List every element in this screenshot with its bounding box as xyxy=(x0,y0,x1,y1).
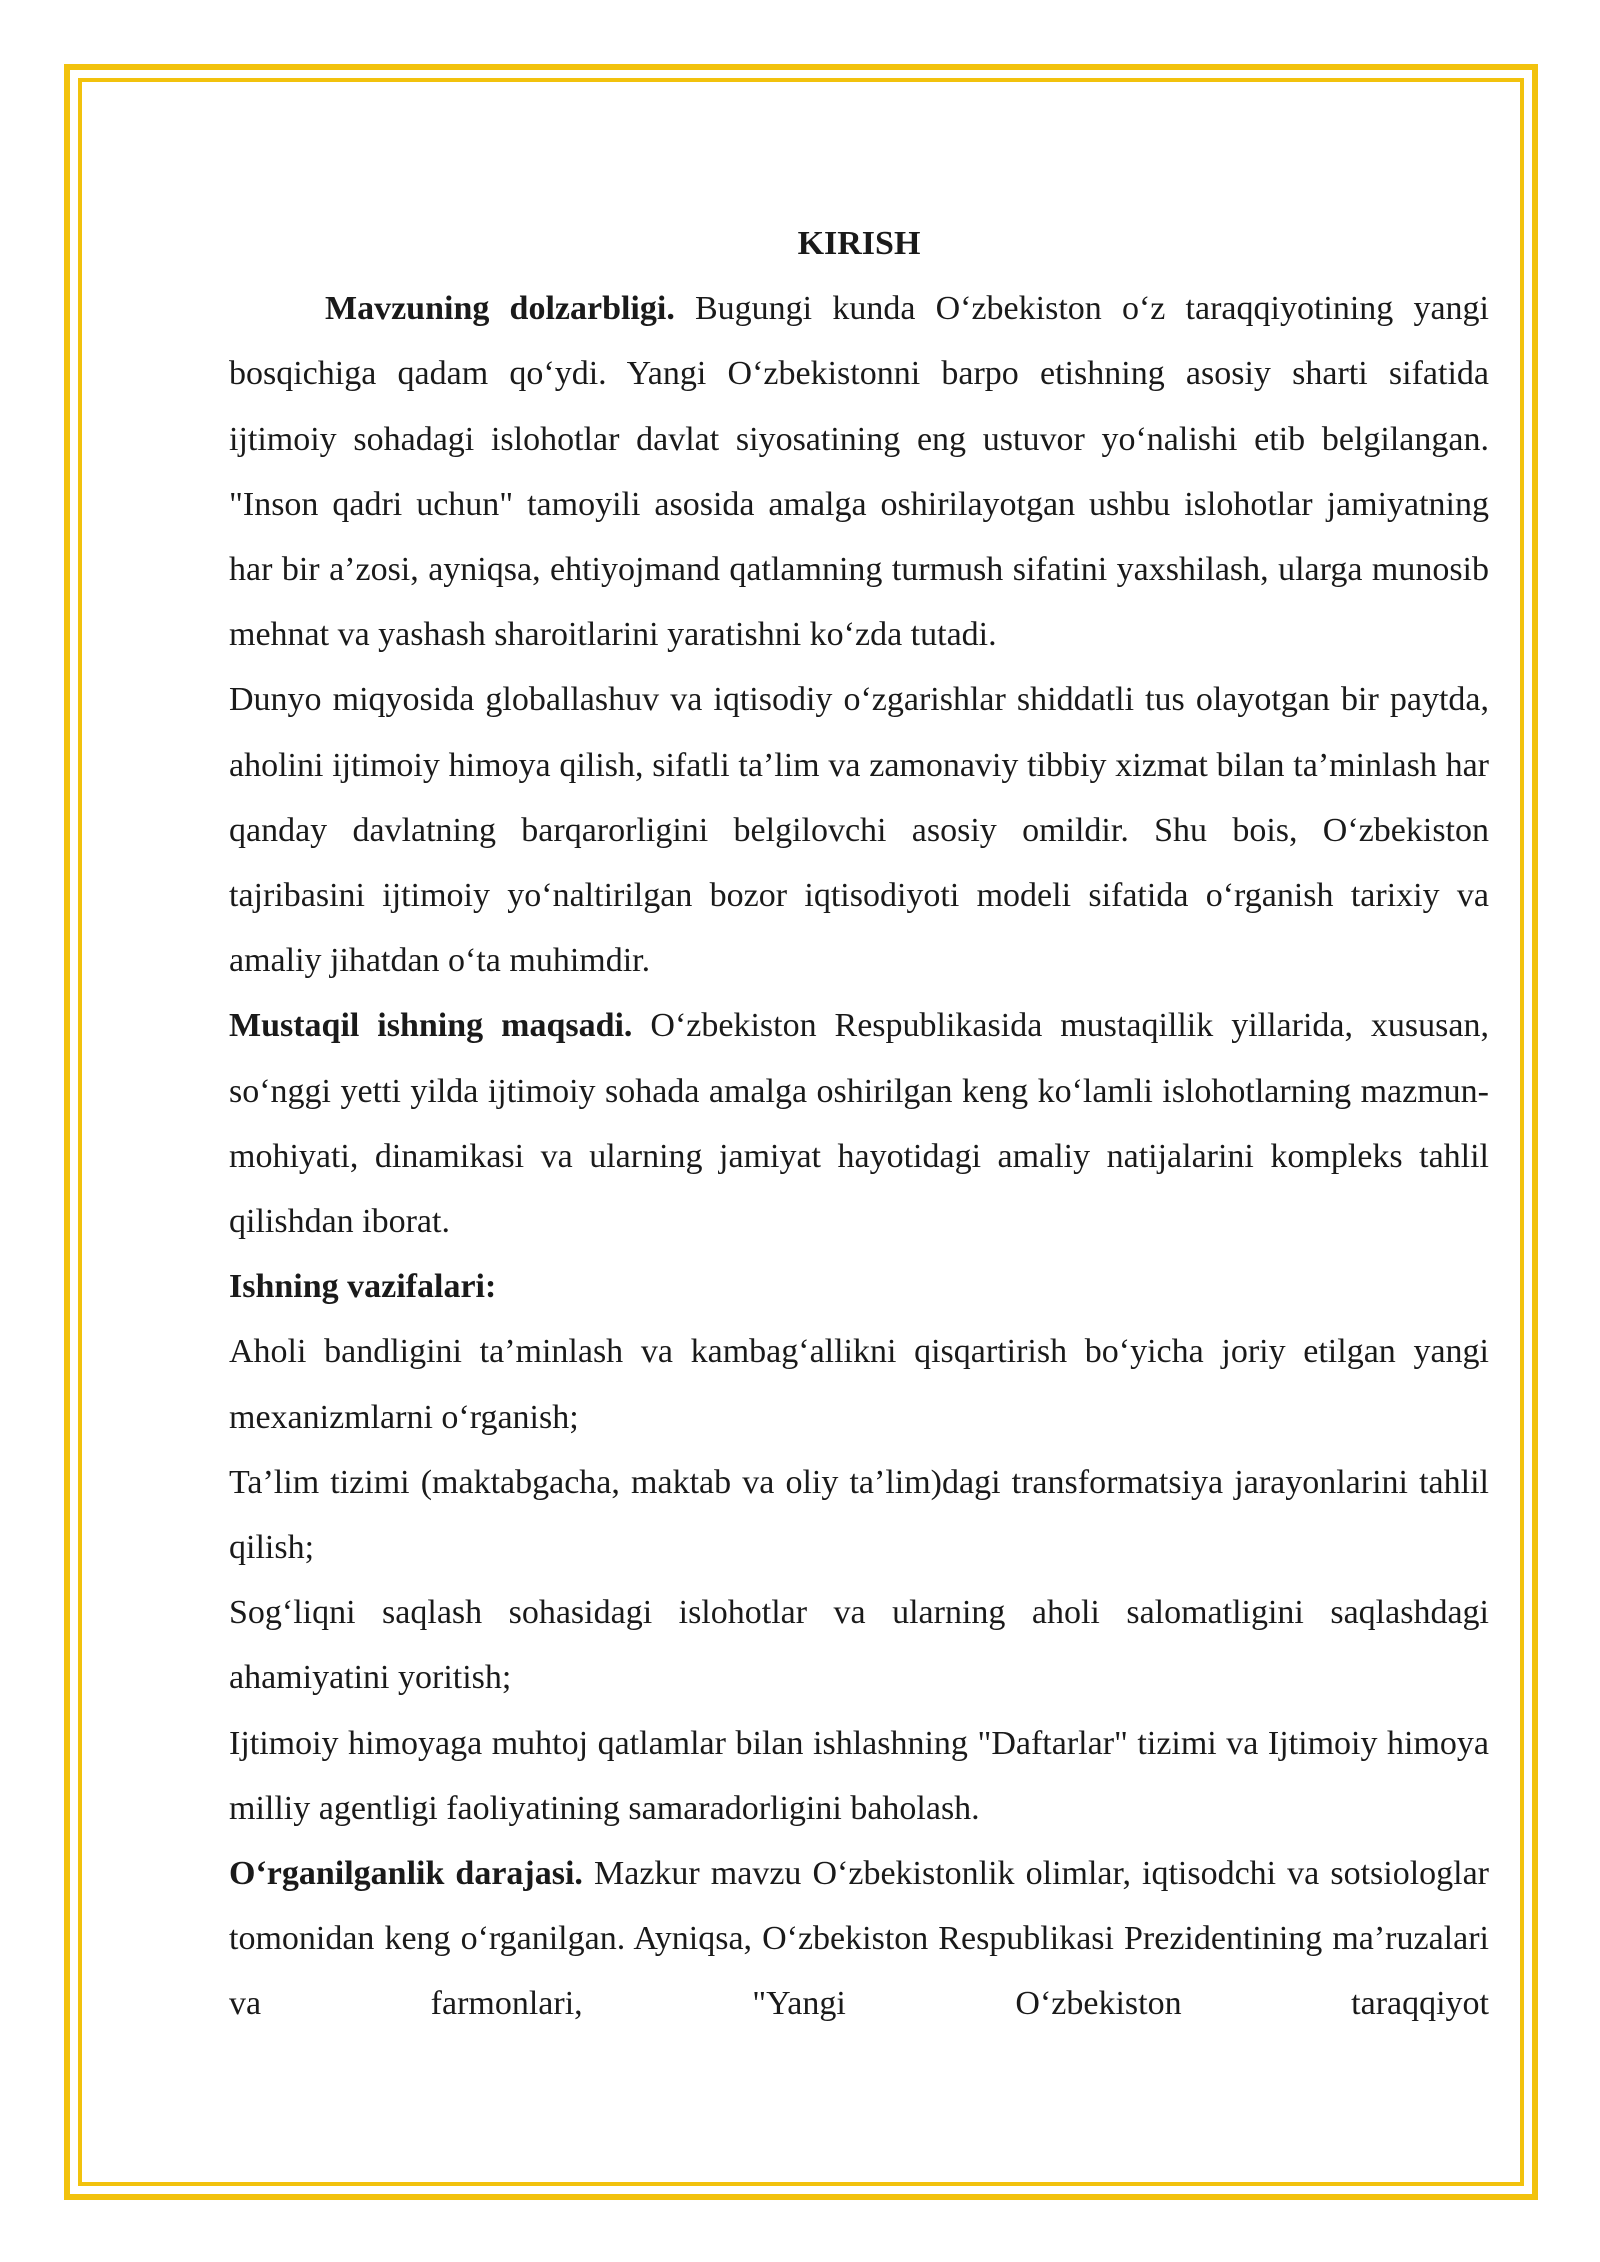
task-item-4: Ijtimoiy himoyaga muhtoj qatlamlar bilan ishlashning "Daftarlar" tizimi va Ijtimoiy himoya milliy agentligi faoliyatining samaradorligini baholash. xyxy=(229,1724,1489,1827)
document-body xyxy=(229,211,1489,2037)
paragraph-relevance xyxy=(229,276,1489,667)
task-item-3: Sog‘liqni saqlash sohasidagi islohotlar va ularning aholi salomatligini saqlashdagi ahamiyatini yoritish; xyxy=(229,1594,1489,1697)
document-title: KIRISH xyxy=(797,225,921,262)
paragraph-goal-text: O‘zbekiston Respublikasida mustaqillik yillarida, xususan, so‘nggi yetti yilda ijtimoiy sohada amalga oshirilgan keng ko‘lamli islohotlarning mazmun-mohiyati, dinamikasi va ularning jamiyat hayotidagi amaliy natijalarini kompleks tahlil qilishdan iborat. xyxy=(229,1007,1489,1241)
task-item-1: Aholi bandligini ta’minlash va kambag‘allikni qisqartirish bo‘yicha joriy etilgan yangi mexanizmlarni o‘rganish; xyxy=(229,1333,1489,1436)
paragraph-study-level-heading: O‘rganilganlik darajasi. xyxy=(229,1855,583,1893)
tasks-heading: Ishning vazifalari: xyxy=(229,1268,497,1306)
paragraph-relevance-heading: Mavzuning dolzarbligi. xyxy=(325,290,675,328)
paragraph-goal-heading: Mustaqil ishning maqsadi. xyxy=(229,1007,633,1045)
paragraph-study-level xyxy=(229,1841,1489,2037)
paragraph-relevance-text: Bugungi kunda O‘zbekiston o‘z taraqqiyotining yangi bosqichiga qadam qo‘ydi. Yangi O‘zbekistonni barpo etishning asosiy sharti sifatida ijtimoiy sohadagi islohotlar davlat siyosatining eng ustuvor yo‘nalishi etib belgilangan. "Inson qadri uchun" tamoyili asosida amalga oshirilayotgan ushbu islohotlar jamiyatning har bir a’zosi, ayniqsa, ehtiyojmand qatlamning turmush sifatini yaxshilash, ularga munosib mehnat va yashash sharoitlarini yaratishni ko‘zda tutadi. xyxy=(229,290,1489,654)
paragraph-study-level-text: Mazkur mavzu O‘zbekistonlik olimlar, iqtisodchi va sotsiologlar tomonidan keng o‘rganilgan. Ayniqsa, O‘zbekiston Respublikasi Prezidentining ma’ruzalari va farmonlari, "Yangi O‘zbekiston taraqqiyot xyxy=(229,1855,1489,2023)
paragraph-goal xyxy=(229,993,1489,1254)
task-item-2: Ta’lim tizimi (maktabgacha, maktab va oliy ta’lim)dagi transformatsiya jarayonlarini tahlil qilish; xyxy=(229,1463,1489,1567)
paragraph-globalization: Dunyo miqyosida globallashuv va iqtisodiy o‘zgarishlar shiddatli tus olayotgan bir paytda, aholini ijtimoiy himoya qilish, sifatli ta’lim va zamonaviy tibbiy xizmat bilan ta’minlash har qanday davlatning barqarorligini belgilovchi asosiy omildir. Shu bois, O‘zbekiston tajribasini ijtimoiy yo‘naltirilgan bozor iqtisodiyoti modeli sifatida o‘rganish tarixiy va amaliy jihatdan o‘ta muhimdir. xyxy=(229,681,1489,980)
